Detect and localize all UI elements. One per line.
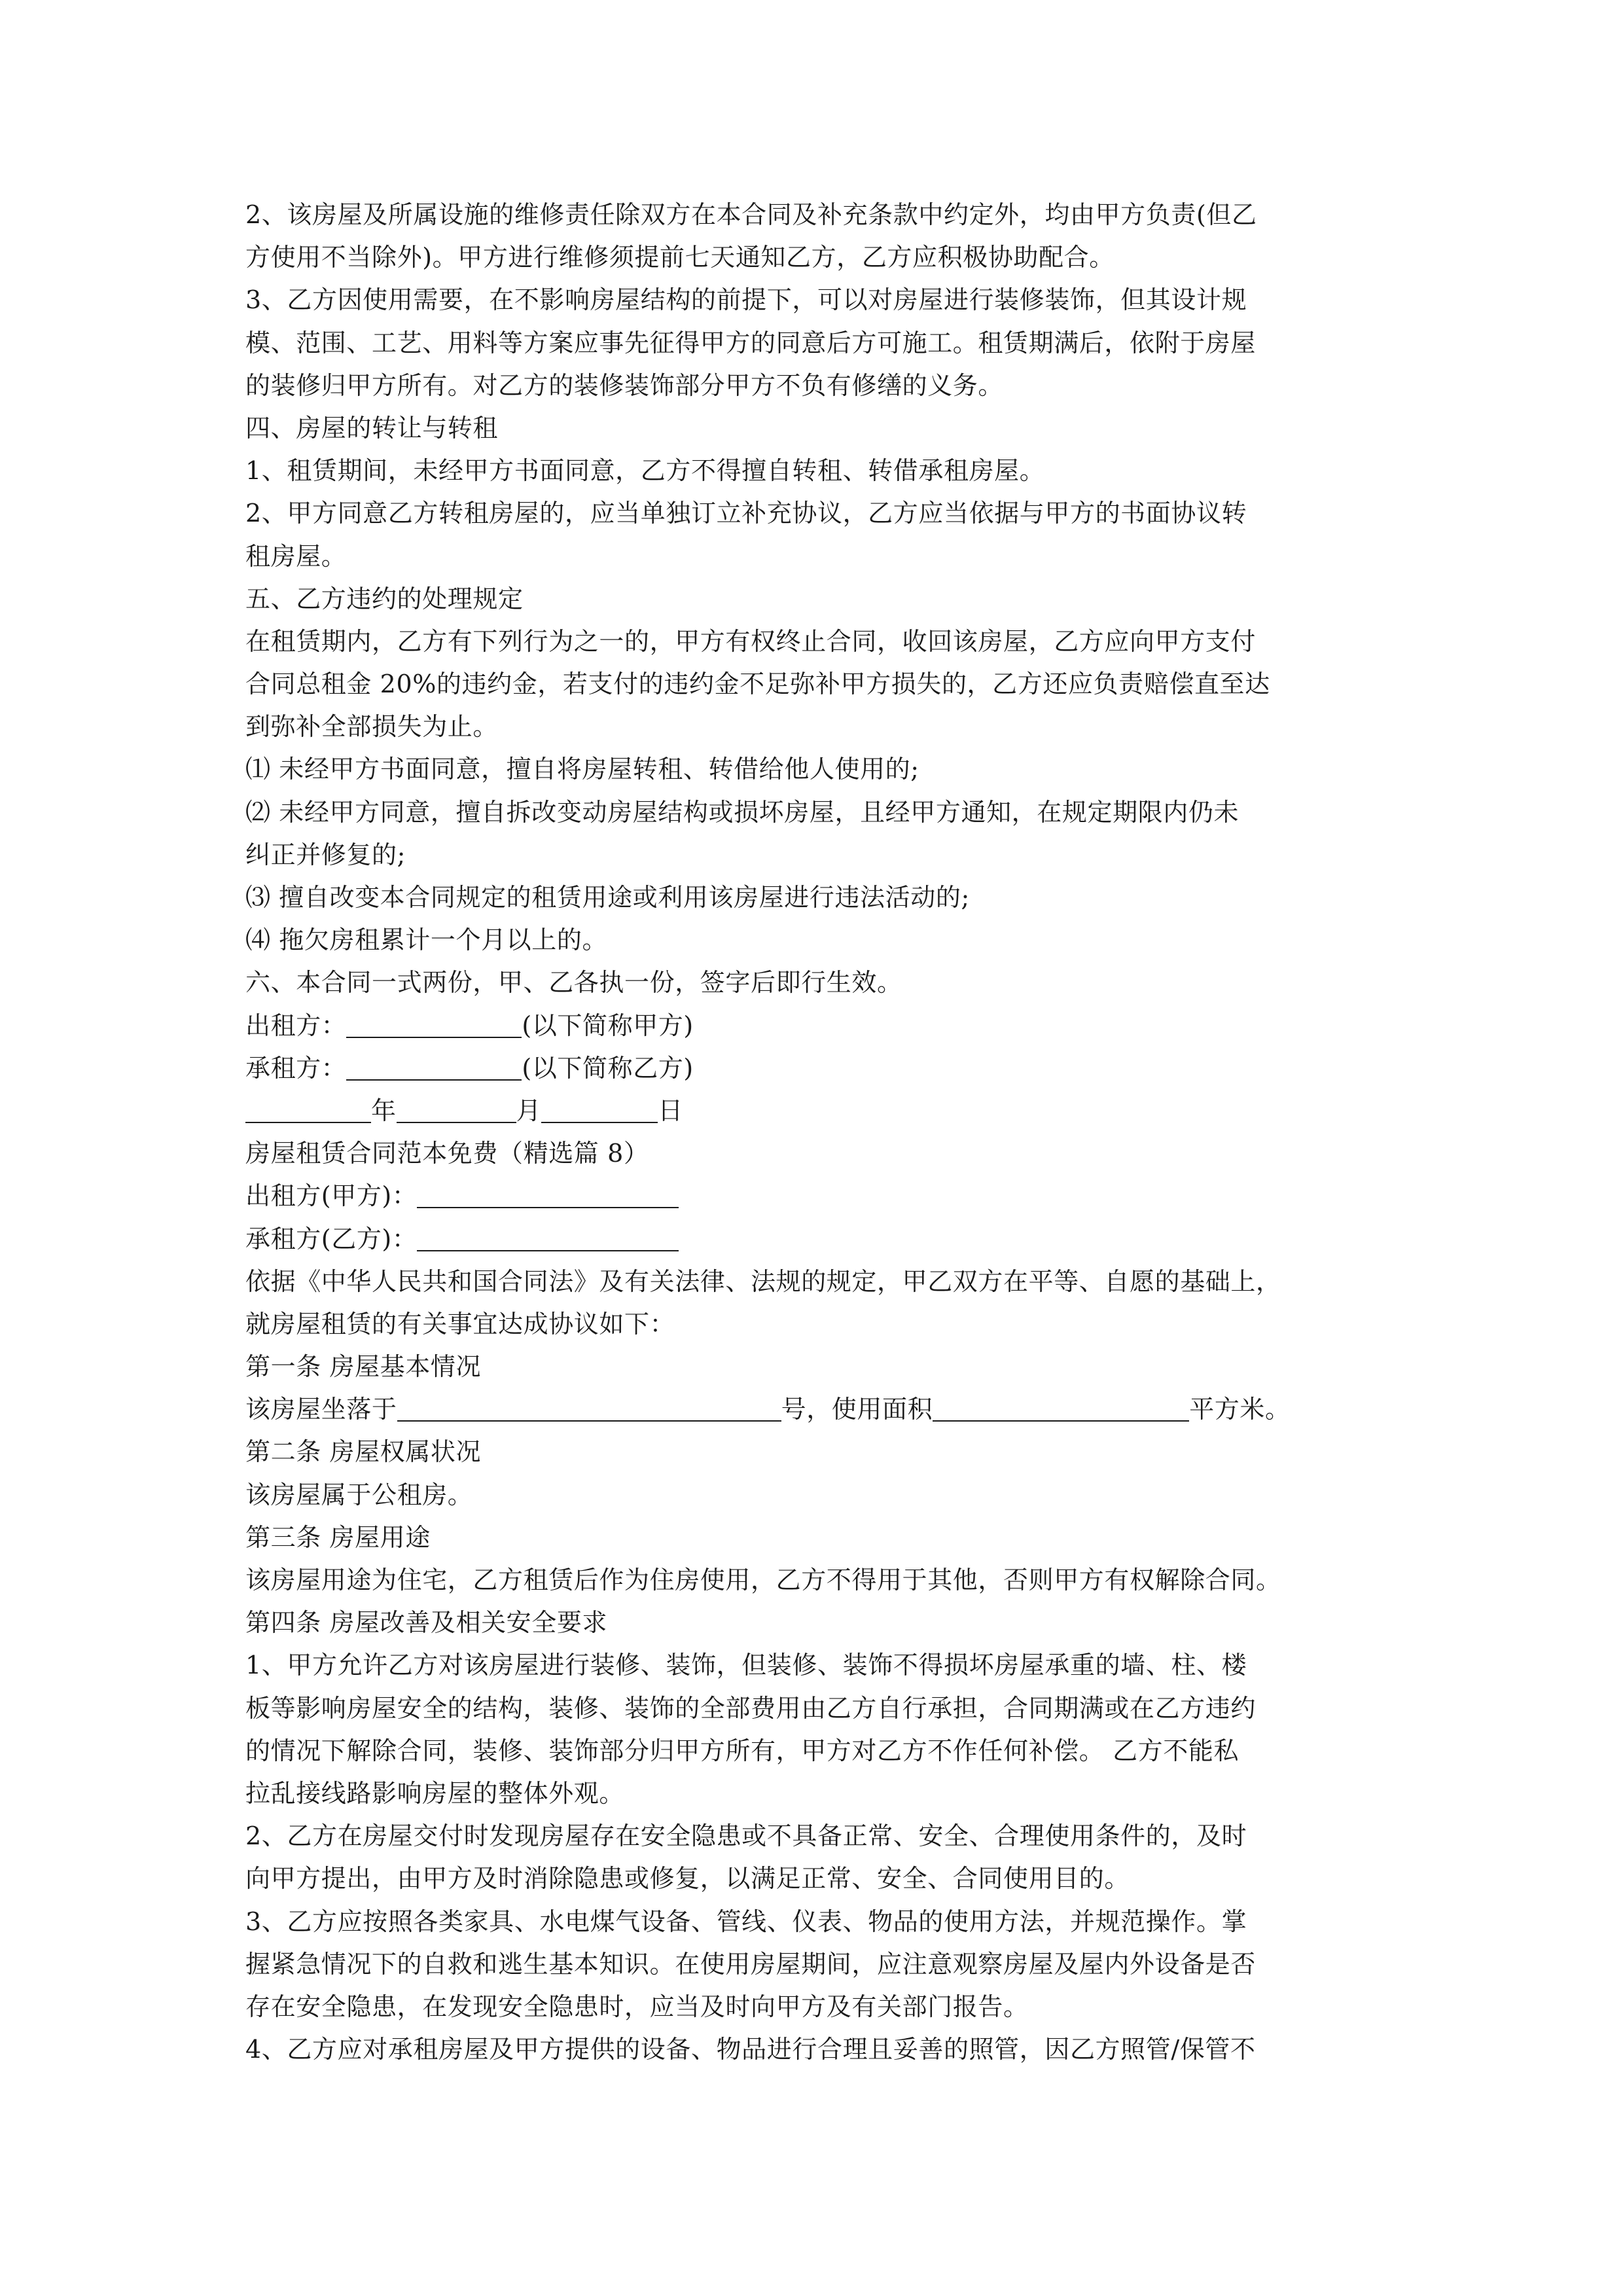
month-label: 月 bbox=[516, 1096, 542, 1125]
text-line: 在租赁期内，乙方有下列行为之一的，甲方有权终止合同，收回该房屋，乙方应向甲方支付 bbox=[245, 626, 1257, 656]
party-a-blank[interactable] bbox=[417, 1178, 679, 1208]
lessee-signature-line bbox=[245, 1047, 1387, 1090]
party-a-line bbox=[245, 1175, 1387, 1217]
text-line: 租房屋。 bbox=[245, 541, 347, 571]
text-line: 的装修归甲方所有。对乙方的装修装饰部分甲方不负有修缮的义务。 bbox=[245, 370, 1004, 400]
article-heading: 第二条 房屋权属状况 bbox=[245, 1437, 482, 1467]
text-line: 该房屋属于公租房。 bbox=[245, 1480, 473, 1509]
party-b-blank[interactable] bbox=[417, 1221, 679, 1251]
area-blank[interactable] bbox=[933, 1391, 1189, 1422]
text-line: 2、该房屋及所属设施的维修责任除双方在本合同及补充条款中约定外，均由甲方负责(但乙 bbox=[245, 200, 1257, 229]
text-line: 3、乙方应按照各类家具、水电煤气设备、管线、仪表、物品的使用方法，并规范操作。掌 bbox=[245, 1907, 1247, 1936]
year-label: 年 bbox=[371, 1096, 397, 1125]
date-line bbox=[245, 1090, 1387, 1132]
text-line: 依据《中华人民共和国合同法》及有关法律、法规的规定，甲乙双方在平等、自愿的基础上， bbox=[245, 1266, 1281, 1296]
lessor-blank[interactable] bbox=[346, 1008, 522, 1038]
text-line: 握紧急情况下的自救和逃生基本知识。在使用房屋期间，应注意观察房屋及屋内外设备是否 bbox=[245, 1949, 1257, 1979]
location-prefix: 该房屋坐落于 bbox=[245, 1395, 397, 1424]
lessee-suffix: (以下简称乙方) bbox=[522, 1053, 694, 1083]
lessee-label: 承租方： bbox=[245, 1053, 347, 1083]
article-heading: 第一条 房屋基本情况 bbox=[245, 1352, 482, 1382]
text-line: 板等影响房屋安全的结构，装修、装饰的全部费用由乙方自行承担，合同期满或在乙方违约 bbox=[245, 1693, 1257, 1723]
text-line: 纠正并修复的; bbox=[245, 840, 406, 869]
section-title: 房屋租赁合同范本免费（精选篇 8） bbox=[245, 1139, 649, 1168]
text-line: 该房屋用途为住宅，乙方租赁后作为住房使用，乙方不得用于其他，否则甲方有权解除合同。 bbox=[245, 1566, 1281, 1594]
section-heading: 四、房屋的转让与转租 bbox=[245, 413, 499, 442]
text-line: 就房屋租赁的有关事宜达成协议如下： bbox=[245, 1309, 675, 1338]
section-heading: 五、乙方违约的处理规定 bbox=[245, 584, 524, 613]
list-item: ⑶ 擅自改变本合同规定的租赁用途或利用该房屋进行违法活动的; bbox=[245, 883, 970, 912]
text-line: 到弥补全部损失为止。 bbox=[245, 712, 499, 742]
text-line: 合同总租金 20%的违约金，若支付的违约金不足弥补甲方损失的，乙方还应负责赔偿直至达 bbox=[245, 670, 1270, 699]
text-line: 1、租赁期间，未经甲方书面同意，乙方不得擅自转租、转借承租房屋。 bbox=[245, 456, 1045, 486]
text-line: 方使用不当除外)。甲方进行维修须提前七天通知乙方，乙方应积极协助配合。 bbox=[245, 243, 1115, 272]
list-item: ⑵ 未经甲方同意，擅自拆改变动房屋结构或损坏房屋，且经甲方通知，在规定期限内仍未 bbox=[245, 797, 1240, 827]
text-line: 向甲方提出，由甲方及时消除隐患或修复，以满足正常、安全、合同使用目的。 bbox=[245, 1864, 1130, 1893]
location-line bbox=[245, 1388, 1387, 1431]
year-blank[interactable] bbox=[245, 1093, 371, 1123]
text-line: 1、甲方允许乙方对该房屋进行装修、装饰，但装修、装饰不得损坏房屋承重的墙、柱、楼 bbox=[245, 1651, 1247, 1680]
lessor-signature-line bbox=[245, 1005, 1387, 1047]
article-heading: 第三条 房屋用途 bbox=[245, 1522, 431, 1552]
text-line: 3、乙方因使用需要，在不影响房屋结构的前提下，可以对房屋进行装修装饰，但其设计规 bbox=[245, 285, 1247, 315]
party-b-line bbox=[245, 1218, 1387, 1261]
text-line: 的情况下解除合同，装修、装饰部分归甲方所有，甲方对乙方不作任何补偿。 乙方不能私 bbox=[245, 1736, 1240, 1765]
party-a-label: 出租方(甲方)： bbox=[245, 1181, 418, 1211]
day-blank[interactable] bbox=[541, 1093, 658, 1123]
party-b-label: 承租方(乙方)： bbox=[245, 1224, 418, 1253]
text-line: 4、乙方应对承租房屋及甲方提供的设备、物品进行合理且妥善的照管，因乙方照管/保管不 bbox=[245, 2035, 1256, 2064]
text-line: 六、本合同一式两份，甲、乙各执一份，签字后即行生效。 bbox=[245, 968, 902, 997]
text-line: 拉乱接线路影响房屋的整体外观。 bbox=[245, 1778, 625, 1808]
list-item: ⑷ 拖欠房租累计一个月以上的。 bbox=[245, 925, 608, 955]
contract-body bbox=[245, 194, 1387, 2071]
article-heading: 第四条 房屋改善及相关安全要求 bbox=[245, 1608, 608, 1638]
lessee-blank[interactable] bbox=[346, 1050, 522, 1081]
month-blank[interactable] bbox=[397, 1093, 516, 1123]
lessor-suffix: (以下简称甲方) bbox=[522, 1011, 694, 1040]
address-blank[interactable] bbox=[397, 1391, 781, 1422]
lessor-label: 出租方： bbox=[245, 1011, 347, 1040]
list-item: ⑴ 未经甲方书面同意，擅自将房屋转租、转借给他人使用的; bbox=[245, 755, 919, 784]
location-mid: 号，使用面积 bbox=[781, 1395, 933, 1424]
text-line: 存在安全隐患，在发现安全隐患时，应当及时向甲方及有关部门报告。 bbox=[245, 1992, 1029, 2021]
location-suffix: 平方米。 bbox=[1189, 1395, 1291, 1424]
text-line: 模、范围、工艺、用料等方案应事先征得甲方的同意后方可施工。租赁期满后，依附于房屋 bbox=[245, 328, 1257, 357]
day-label: 日 bbox=[658, 1096, 683, 1125]
text-line: 2、乙方在房屋交付时发现房屋存在安全隐患或不具备正常、安全、合理使用条件的，及时 bbox=[245, 1821, 1247, 1851]
text-line: 2、甲方同意乙方转租房屋的，应当单独订立补充协议，乙方应当依据与甲方的书面协议转 bbox=[245, 499, 1247, 528]
